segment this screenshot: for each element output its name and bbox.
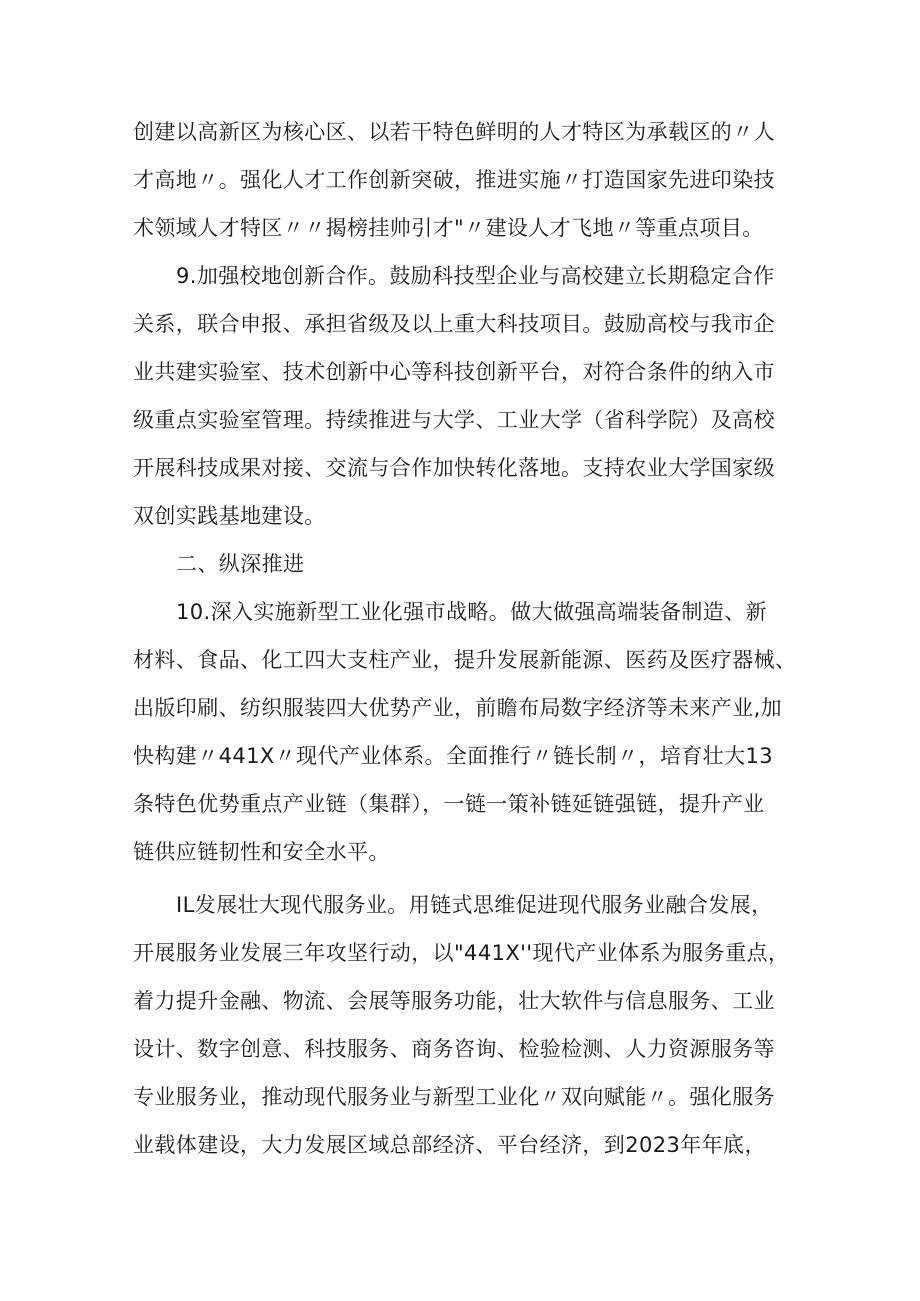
text-line: 出版印刷、纺织服装四大优势产业，前瞻布局数字经济等未来产业,加 [133,696,783,720]
text-line: 业共建实验室、技术创新中心等科技创新平台，对符合条件的纳入市 [133,360,775,384]
text-line: 创建以高新区为核心区、以若干特色鲜明的人才特区为承载区的〃人 [133,120,775,144]
text-line: 着力提升金融、物流、会展等服务功能，壮大软件与信息服务、工业 [133,989,775,1013]
text-line: 业载体建设，大力发展区域总部经济、平台经济，到2023年年底， [133,1133,766,1157]
paragraph-heading-10: 10.深入实施新型工业化强市战略。做大做强高端装备制造、新 [176,600,767,624]
paragraph-heading-9: 9.加强校地创新合作。鼓励科技型企业与高校建立长期稳定合作 [176,264,775,288]
paragraph-heading-11: IL发展壮大现代服务业。用链式思维促进现代服务业融合发展， [176,893,773,917]
text-line: 材料、食品、化工四大支柱产业，提升发展新能源、医药及医疗器械、 [133,648,797,672]
text-line: 链供应链韧性和安全水平。 [133,840,390,864]
text-line: 设计、数字创意、科技服务、商务咨询、检验检测、人力资源服务等 [133,1037,775,1061]
text-line: 关系，联合申报、承担省级及以上重大科技项目。鼓励高校与我市企 [133,312,775,336]
text-line: 双创实践基地建设。 [133,504,326,528]
text-line: 快构建〃441X〃现代产业体系。全面推行〃链长制〃，培育壮大13 [133,744,773,768]
text-line: 开展科技成果对接、交流与合作加快转化落地。支持农业大学国家级 [133,456,775,480]
section-heading: 二、纵深推进 [176,552,305,576]
text-line: 才高地〃。强化人才工作创新突破，推进实施〃打造国家先进印染技 [133,168,775,192]
text-line: 开展服务业发展三年攻坚行动，以"441X''现代产业体系为服务重点， [133,941,790,965]
text-line: 级重点实验室管理。持续推进与大学、工业大学（省科学院）及高校 [133,408,775,432]
text-line: 术领域人才特区〃〃揭榜挂帅引才"〃建设人才飞地〃等重点项目。 [133,216,764,240]
text-line: 条特色优势重点产业链（集群），一链一策补链延链强链，提升产业 [133,792,765,816]
text-line: 专业服务业，推动现代服务业与新型工业化〃双向赋能〃。强化服务 [133,1085,775,1109]
